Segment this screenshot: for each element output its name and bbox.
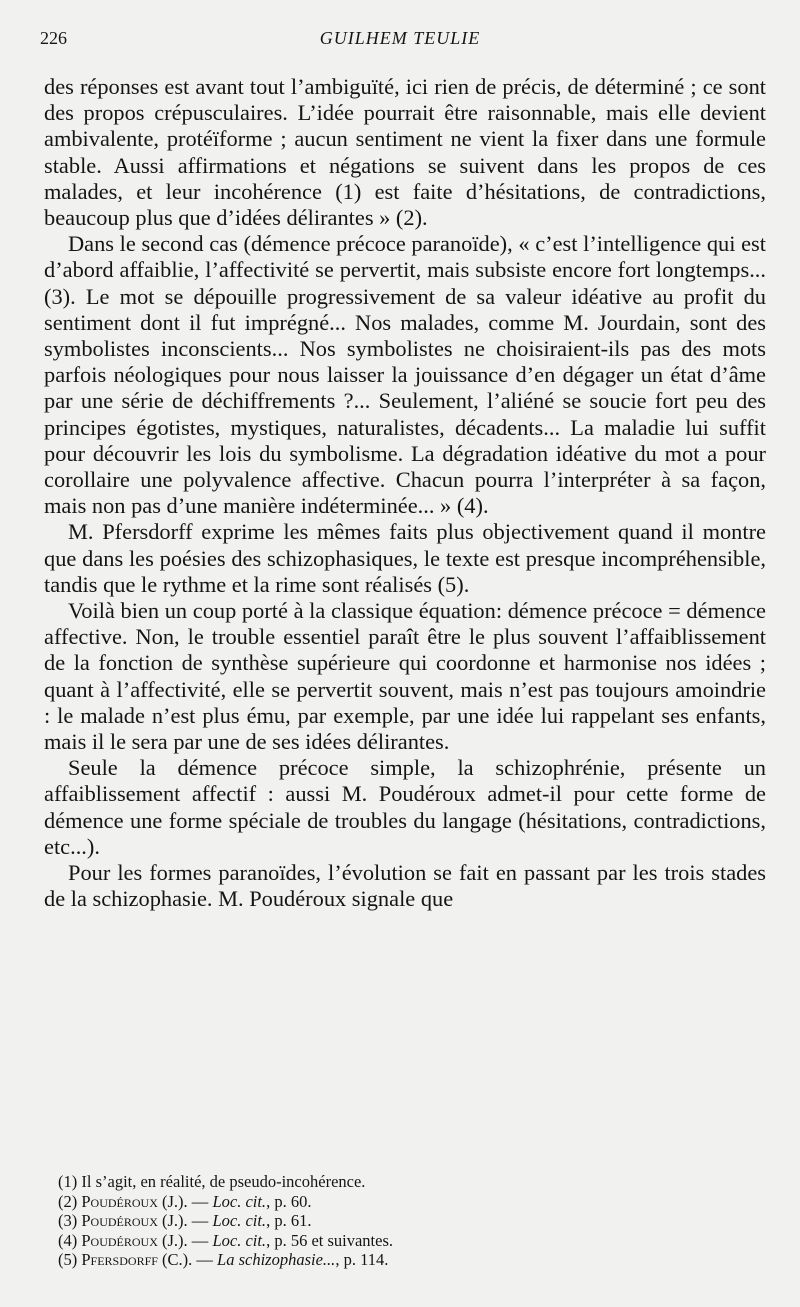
footnote-reference: Loc. cit. (212, 1211, 267, 1230)
page-number: 226 (40, 28, 67, 48)
footnote-author: Poudéroux (81, 1230, 158, 1250)
footnote: (5) Pfersdorff (C.). — La schizophasie..., p. 114. (58, 1250, 389, 1269)
footnote-author: Poudéroux (81, 1191, 158, 1211)
footnote: (2) Poudéroux (J.). — Loc. cit., p. 60. (58, 1191, 312, 1211)
paragraph-simple-dementia: Seule la démence précoce simple, la schizophrénie, présente un affaiblissement affectif : aussi M. Poudéroux admet-il pour cette forme de démence une forme spéciale de troubles du langage (hésitations, contradictions, etc...). (44, 755, 766, 859)
paragraph-equation: Voilà bien un coup porté à la classique équation: démence précoce = démence affective. Non, le trouble essentiel paraît être le plus souvent l’affaiblissement de la fonction de synthèse supérieure qui coordonne et harmonise nos idées ; quant à l’affectivité, elle se pervertit souvent, mais n’est pas toujours amoindrie : le malade n’est plus ému, par exemple, par une idée lui rappelant ses enfants, mais il le sera par une de ses idées délirantes. (44, 598, 766, 755)
running-title: GUILHEM TEULIE (319, 28, 481, 48)
footnote-reference: La schizophasie... (217, 1250, 336, 1269)
footnote-author: Pfersdorff (81, 1250, 158, 1269)
paragraph-paranoid-dementia: Dans le second cas (démence précoce paranoïde), « c’est l’intelligence qui est d’abord affaiblie, l’affectivité se pervertit, mais subsiste encore fort longtemps... (3). Le mot se dépouille progressivement de sa valeur idéative au profit du sentiment dont il fut imprégné... Nos malades, comme M. Jourdain, sont des symbolistes inconscients... Nos symbolistes ne choisiraient-ils pas des mots parfois néologiques pour nous laisser la jouissance d’en dégager un état d’âme par une série de déchiffrements ?... Seulement, l’aliéné se soucie fort peu des principes égotistes, mystiques, naturalistes, décadents... La maladie lui suffit pour découvrir les lois du symbolisme. La dégradation idéative du mot a pour corollaire une polyvalence affective. Chacun pourra l’interpréter à sa façon, mais non pas d’une manière indéterminée... » (4). (44, 231, 766, 519)
paragraph-continuation: des réponses est avant tout l’ambiguïté, ici rien de précis, de déterminé ; ce sont des propos crépusculaires. L’idée pourrait être raisonnable, mais elle devient ambivalente, protéïforme ; aucun sentiment ne vient la fixer dans une formule stable. Aussi affirmations et négations se suivent dans les propos de ces malades, et leur incohérence (1) est faite d’hésitations, de contradictions, beaucoup plus que d’idées délirantes » (2). (44, 74, 766, 231)
page-header (40, 28, 760, 54)
footnote: (4) Poudéroux (J.). — Loc. cit., p. 56 et suivantes. (58, 1230, 394, 1250)
footnotes (58, 1172, 758, 1270)
footnote: (3) Poudéroux (J.). — Loc. cit., p. 61. (58, 1211, 312, 1230)
footnote-author: Poudéroux (81, 1211, 158, 1230)
paragraph-paranoid-forms: Pour les formes paranoïdes, l’évolution se fait en passant par les trois stades de la schizophasie. M. Poudéroux signale que (44, 860, 766, 912)
paragraph-pfersdorff: M. Pfersdorff exprime les mêmes faits plus objectivement quand il montre que dans les poésies des schizophasiques, le texte est presque incompréhensible, tandis que le rythme et la rime sont réalisés (5). (44, 519, 766, 597)
footnote-reference: Loc. cit. (212, 1191, 267, 1211)
footnote-reference: Loc. cit. (212, 1230, 267, 1250)
body-text (44, 74, 766, 913)
footnote: (1) Il s’agit, en réalité, de pseudo-incohérence. (58, 1172, 366, 1191)
